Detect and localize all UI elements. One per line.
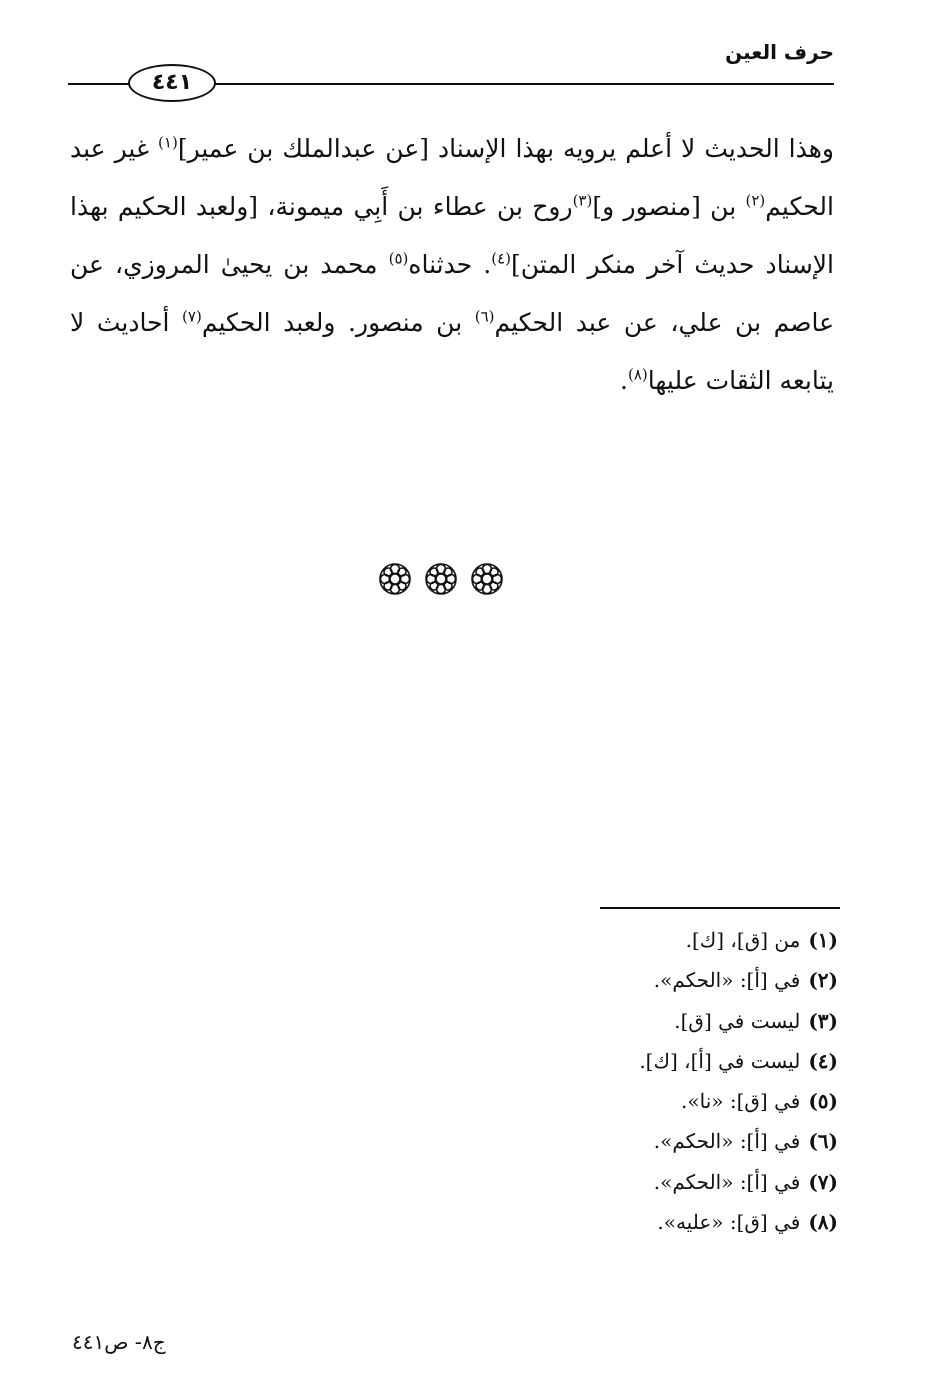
footnote-number: (٥) xyxy=(808,1089,838,1114)
footnote-ref-8: (٨) xyxy=(628,365,648,384)
footnote-ref-1: (١) xyxy=(158,133,178,152)
footnote-text: من [ق]، [ك]. xyxy=(685,928,801,952)
section-ornament xyxy=(378,562,504,596)
footnote-text: في [أ]: «الحكم». xyxy=(653,968,801,993)
floral-ornament-icon xyxy=(470,562,504,596)
footnote-ref-3: (٣) xyxy=(572,191,593,210)
footnote-ref-5: (٥) xyxy=(388,249,409,268)
text-segment: . حدثناه xyxy=(408,250,492,279)
volume-page-reference: ج٨- ص٤٤١ xyxy=(72,1330,166,1354)
footnote-number: (١) xyxy=(808,928,838,952)
footnote-number: (٨) xyxy=(808,1210,838,1235)
main-paragraph xyxy=(70,120,834,410)
footnote-number: (٣) xyxy=(808,1008,838,1033)
floral-ornament-icon xyxy=(378,562,412,596)
footnote-ref-7: (٧) xyxy=(182,307,202,326)
footnote-text: في [أ]: «الحكم». xyxy=(653,1169,801,1194)
footnote-number: (٦) xyxy=(808,1129,838,1154)
footnote-number: (٤) xyxy=(808,1048,838,1073)
footnote-text: ليست في [ق]. xyxy=(674,1008,801,1033)
floral-ornament-icon xyxy=(424,562,458,596)
page-number-badge: ٤٤١ xyxy=(128,64,216,102)
text-segment: وهذا الحديث لا أعلم يرويه بهذا الإسناد [عن عبدالملك بن عمير] xyxy=(177,134,835,163)
footnote-number: (٧) xyxy=(808,1169,838,1194)
footnote-separator xyxy=(600,907,840,909)
text-segment: . xyxy=(620,366,628,395)
footnote-ref-4: (٤) xyxy=(491,249,512,268)
text-segment: محمد بن يحيىٰ المروزي، عن عاصم بن علي، عن عبد الحكيم xyxy=(70,250,835,337)
text-segment: أحاديث لا يتابعه الثقات عليها xyxy=(70,308,834,395)
footnote-item xyxy=(418,920,838,960)
text-segment: بن منصور. ولعبد الحكيم xyxy=(201,308,475,337)
footnote-item xyxy=(418,1041,838,1081)
text-segment: بن [منصور و] xyxy=(592,192,746,221)
footnote-text: في [ق]: «نا». xyxy=(681,1089,801,1114)
footnote-ref-2: (٢) xyxy=(745,191,766,210)
footnote-text: في [ق]: «عليه». xyxy=(657,1210,801,1235)
text-segment: روح بن عطاء بن أَبِي ميمونة، [ولعبد الحكيم بهذا الإسناد حديث آخر منكر المتن] xyxy=(70,192,835,279)
text-segment: غير عبد الحكيم xyxy=(70,134,834,221)
footnote-text: في [أ]: «الحكم». xyxy=(653,1129,801,1154)
footnote-item xyxy=(418,1081,838,1121)
footnotes-list xyxy=(418,920,838,1242)
footnote-item xyxy=(418,1202,838,1242)
running-header-title: حرف العين xyxy=(725,40,834,64)
footnote-item xyxy=(418,1001,838,1041)
footnote-item xyxy=(418,960,838,1000)
footnote-item xyxy=(418,1121,838,1161)
footnote-item xyxy=(418,1162,838,1202)
footnote-text: ليست في [أ]، [ك]. xyxy=(639,1048,801,1073)
footnote-number: (٢) xyxy=(808,968,838,993)
footnote-ref-6: (٦) xyxy=(474,307,495,326)
